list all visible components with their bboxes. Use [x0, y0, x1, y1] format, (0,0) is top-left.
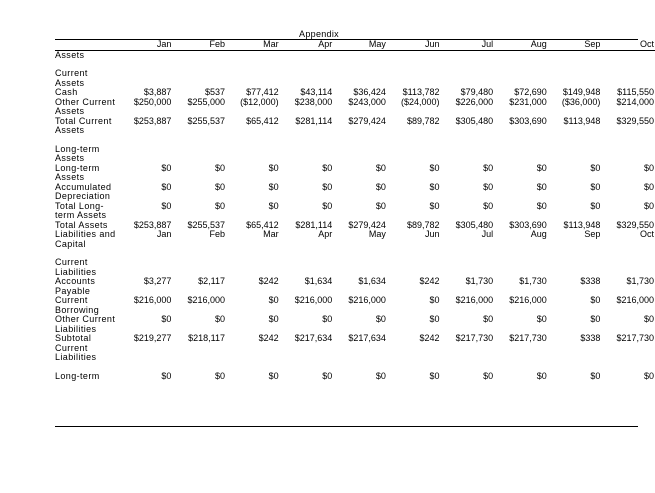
- empty-cell: [280, 50, 334, 60]
- table-row: [55, 98, 655, 117]
- longterm-asset-value: $0: [214, 200, 225, 211]
- empty-cell: [333, 69, 387, 88]
- longterm-asset-value: $0: [536, 162, 547, 173]
- liability-value: $338: [580, 333, 601, 343]
- longterm-asset-value: $0: [483, 200, 494, 211]
- longterm-asset-value: $0: [643, 181, 654, 192]
- liability-value: $218,117: [188, 333, 225, 343]
- liability-value: $0: [429, 314, 440, 324]
- spacer-cell: [55, 363, 655, 372]
- longterm-asset-value: $253,887: [133, 219, 172, 230]
- liability-value: $0: [483, 314, 494, 324]
- row-label: Subtotal Current Liabilities: [55, 333, 97, 362]
- longterm-liability-value: $0: [322, 370, 333, 381]
- empty-cell: [119, 50, 173, 60]
- asset-value: $255,537: [187, 115, 225, 126]
- empty-cell: [440, 258, 494, 277]
- longterm-asset-value: $0: [536, 181, 547, 192]
- current-assets-heading-row: [55, 69, 655, 88]
- liability-value: $0: [536, 314, 547, 324]
- longterm-asset-value: $0: [214, 181, 225, 192]
- month-header-apr: Apr: [280, 40, 334, 50]
- financial-table: [55, 40, 655, 381]
- assets-heading-row: [55, 50, 655, 60]
- month-header-mar: Mar: [263, 229, 279, 239]
- spacer-row: [55, 60, 655, 69]
- longterm-asset-value: $0: [375, 200, 386, 211]
- row-label: Cash: [55, 87, 78, 97]
- bottom-rule: [55, 426, 638, 427]
- longterm-asset-value: $0: [161, 181, 172, 192]
- month-header-jan: Jan: [119, 40, 173, 50]
- asset-value: $36,424: [353, 87, 386, 97]
- empty-cell: [548, 145, 602, 164]
- longterm-asset-value: $255,537: [187, 219, 225, 230]
- section-heading: Current Liabilities: [55, 257, 97, 277]
- longterm-asset-value: $0: [161, 162, 172, 173]
- asset-value: $253,887: [133, 115, 172, 126]
- longterm-asset-value: $0: [590, 200, 601, 211]
- month-header-feb: Feb: [172, 40, 226, 50]
- liability-value: $0: [643, 314, 654, 324]
- row-label: Long-term Assets: [55, 162, 100, 182]
- longterm-asset-value: $0: [483, 181, 494, 192]
- empty-cell: [172, 145, 226, 164]
- liability-value: $1,730: [626, 276, 654, 286]
- longterm-asset-value: $329,550: [616, 219, 654, 230]
- row-label: Long-term: [55, 370, 100, 381]
- liability-value: $216,000: [348, 295, 386, 305]
- liability-value: $217,730: [509, 333, 547, 343]
- liability-value: $242: [419, 276, 440, 286]
- longterm-asset-value: $0: [590, 181, 601, 192]
- asset-value: $113,948: [563, 115, 601, 126]
- spacer-cell: [55, 249, 655, 258]
- liability-value: $242: [419, 333, 440, 343]
- liabilities-header-row: [55, 230, 655, 249]
- empty-cell: [548, 69, 602, 88]
- month-header-may: May: [368, 229, 386, 239]
- longterm-asset-value: $0: [375, 162, 386, 173]
- spacer-row: [55, 363, 655, 372]
- table-row: [55, 315, 655, 334]
- empty-cell: [333, 258, 387, 277]
- row-label: Total Long-term Assets: [55, 200, 107, 220]
- longterm-liability-value: $0: [268, 370, 279, 381]
- empty-cell: [494, 145, 548, 164]
- liability-value: $0: [214, 314, 225, 324]
- table-row: [55, 296, 655, 315]
- month-header-aug: Aug: [530, 229, 547, 239]
- liability-value: $216,000: [294, 295, 333, 305]
- empty-cell: [226, 145, 280, 164]
- longterm-asset-value: $89,782: [406, 219, 440, 230]
- asset-value: $250,000: [133, 96, 172, 107]
- liability-value: $0: [161, 314, 172, 324]
- asset-value: $3,887: [143, 87, 172, 97]
- liabilities-heading: Liabilities and Capital: [55, 229, 116, 249]
- longterm-liability-value: $0: [375, 370, 386, 381]
- asset-value: ($36,000): [561, 96, 601, 107]
- longterm-asset-value: $0: [268, 200, 279, 211]
- month-header-oct: Oct: [601, 40, 655, 50]
- liability-value: $1,634: [358, 276, 386, 286]
- liability-value: $3,277: [143, 276, 172, 286]
- row-label: Total Current Assets: [55, 115, 112, 135]
- empty-cell: [601, 50, 655, 60]
- longterm-asset-value: $0: [590, 162, 601, 173]
- longterm-asset-value: $305,480: [455, 219, 494, 230]
- month-header-oct: Oct: [639, 229, 654, 239]
- empty-cell: [119, 258, 173, 277]
- month-header-may: May: [333, 40, 387, 50]
- longterm-asset-value: $0: [268, 181, 279, 192]
- row-label: Current Borrowing: [55, 295, 100, 315]
- longterm-asset-value: $0: [322, 200, 333, 211]
- asset-value: $238,000: [294, 96, 333, 107]
- empty-cell: [280, 258, 334, 277]
- asset-value: $226,000: [455, 96, 494, 107]
- empty-cell: [601, 258, 655, 277]
- longterm-liability-value: $0: [643, 370, 654, 381]
- liability-value: $1,634: [304, 276, 333, 286]
- empty-cell: [119, 69, 173, 88]
- asset-value: ($12,000): [240, 96, 279, 107]
- liability-value: $0: [268, 295, 279, 305]
- empty-cell: [494, 258, 548, 277]
- asset-value: $77,412: [246, 87, 279, 97]
- empty-cell: [333, 145, 387, 164]
- liability-value: $217,730: [616, 333, 654, 343]
- month-header-row: [55, 40, 655, 50]
- asset-value: $79,480: [460, 87, 494, 97]
- longterm-liability-value: $0: [483, 370, 494, 381]
- longterm-liability-value: $0: [590, 370, 601, 381]
- table-row: [55, 277, 655, 296]
- empty-cell: [494, 69, 548, 88]
- empty-cell: [172, 50, 226, 60]
- empty-cell: [387, 69, 441, 88]
- section-heading: Long-term Assets: [55, 143, 100, 163]
- row-label: Other Current Liabilities: [55, 314, 116, 334]
- empty-cell: [601, 69, 655, 88]
- spacer-cell: [55, 60, 655, 69]
- longterm-asset-value: $0: [429, 162, 440, 173]
- asset-value: $255,000: [187, 96, 225, 107]
- longterm-liability-value: $0: [429, 370, 440, 381]
- table-row: [55, 183, 655, 202]
- liability-value: $242: [258, 276, 279, 286]
- empty-cell: [548, 258, 602, 277]
- asset-value: $281,114: [295, 115, 333, 126]
- liability-value: $219,277: [133, 333, 172, 343]
- longterm-asset-value: $279,424: [348, 219, 386, 230]
- liability-value: $216,000: [133, 295, 172, 305]
- liability-value: $338: [580, 276, 601, 286]
- liability-value: $0: [429, 295, 440, 305]
- empty-cell: [280, 69, 334, 88]
- liability-value: $216,000: [616, 295, 654, 305]
- month-header-jun: Jun: [387, 40, 441, 50]
- longterm-asset-value: $0: [214, 162, 225, 173]
- asset-value: $305,480: [455, 115, 494, 126]
- empty-cell: [119, 145, 173, 164]
- empty-cell: [387, 145, 441, 164]
- asset-value: $214,000: [616, 96, 654, 107]
- longterm-asset-value: $0: [483, 162, 494, 173]
- spacer-row: [55, 136, 655, 145]
- longterm-liability-value: $0: [214, 370, 225, 381]
- liability-value: $0: [322, 314, 333, 324]
- longterm-liability-value: $0: [536, 370, 547, 381]
- empty-cell: [548, 50, 602, 60]
- current-liabilities-heading-row: [55, 258, 655, 277]
- empty-cell: [280, 145, 334, 164]
- liability-value: $217,730: [455, 333, 494, 343]
- empty-cell: [387, 258, 441, 277]
- month-header-mar: Mar: [226, 40, 280, 50]
- month-header-sep: Sep: [548, 40, 602, 50]
- empty-cell: [172, 69, 226, 88]
- month-header-jan: Jan: [156, 229, 172, 239]
- asset-value: $231,000: [509, 96, 547, 107]
- liability-value: $216,000: [187, 295, 225, 305]
- longterm-asset-value: $0: [322, 162, 333, 173]
- asset-value: $149,948: [562, 87, 601, 97]
- month-header-jul: Jul: [440, 40, 494, 50]
- header-blank: [55, 40, 119, 50]
- liability-value: $1,730: [519, 276, 547, 286]
- longterm-asset-value: $0: [643, 162, 654, 173]
- row-label: Accumulated Depreciation: [55, 181, 112, 201]
- longterm-asset-value: $281,114: [295, 219, 333, 230]
- longterm-asset-value: $0: [268, 162, 279, 173]
- asset-value: $279,424: [348, 115, 386, 126]
- longterm-assets-heading-row: [55, 145, 655, 164]
- asset-value: $243,000: [348, 96, 386, 107]
- table-row: [55, 221, 655, 231]
- spacer-cell: [55, 136, 655, 145]
- table-row: [55, 117, 655, 136]
- table-row: [55, 334, 655, 363]
- liability-value: $217,634: [348, 333, 386, 343]
- liability-value: $0: [268, 314, 279, 324]
- empty-cell: [226, 50, 280, 60]
- liability-value: $242: [258, 333, 279, 343]
- longterm-asset-value: $0: [161, 200, 172, 211]
- liability-value: $1,730: [465, 276, 494, 286]
- longterm-asset-value: $0: [375, 181, 386, 192]
- empty-cell: [172, 258, 226, 277]
- month-header-jul: Jul: [481, 229, 494, 239]
- table-row: [55, 164, 655, 183]
- row-label: Total Assets: [55, 219, 108, 230]
- empty-cell: [440, 145, 494, 164]
- month-header-apr: Apr: [318, 229, 333, 239]
- longterm-asset-value: $113,948: [563, 219, 601, 230]
- liability-value: $0: [375, 314, 386, 324]
- asset-value: $72,690: [514, 87, 547, 97]
- month-header-jun: Jun: [424, 229, 440, 239]
- month-header-sep: Sep: [584, 229, 601, 239]
- liability-value: $216,000: [509, 295, 547, 305]
- month-header-feb: Feb: [209, 229, 225, 239]
- empty-cell: [601, 145, 655, 164]
- spacer-row: [55, 249, 655, 258]
- liability-value: $217,634: [294, 333, 333, 343]
- empty-cell: [387, 50, 441, 60]
- liability-value: $216,000: [455, 295, 494, 305]
- section-heading: Current Assets: [55, 68, 88, 88]
- longterm-asset-value: $303,690: [509, 219, 547, 230]
- empty-cell: [333, 50, 387, 60]
- table-row: [55, 372, 655, 382]
- empty-cell: [226, 258, 280, 277]
- asset-value: ($24,000): [400, 96, 440, 107]
- liability-value: $0: [590, 295, 601, 305]
- longterm-asset-value: $65,412: [246, 219, 279, 230]
- asset-value: $89,782: [406, 115, 440, 126]
- section-heading: Assets: [55, 49, 85, 60]
- asset-value: $537: [204, 87, 225, 97]
- empty-cell: [440, 50, 494, 60]
- empty-cell: [440, 69, 494, 88]
- empty-cell: [226, 69, 280, 88]
- page-title: Appendix: [299, 29, 339, 39]
- row-label: Accounts Payable: [55, 276, 96, 296]
- row-label: Other Current Assets: [55, 96, 116, 116]
- asset-value: $65,412: [246, 115, 279, 126]
- asset-value: $43,114: [300, 87, 333, 97]
- empty-cell: [494, 50, 548, 60]
- liability-value: $0: [590, 314, 601, 324]
- month-header-aug: Aug: [494, 40, 548, 50]
- longterm-asset-value: $0: [643, 200, 654, 211]
- longterm-asset-value: $0: [536, 200, 547, 211]
- asset-value: $115,550: [617, 87, 654, 97]
- longterm-asset-value: $0: [429, 181, 440, 192]
- table-row: [55, 202, 655, 221]
- asset-value: $113,782: [402, 87, 440, 97]
- longterm-asset-value: $0: [429, 200, 440, 211]
- liability-value: $2,117: [198, 276, 225, 286]
- asset-value: $329,550: [616, 115, 654, 126]
- longterm-asset-value: $0: [322, 181, 333, 192]
- longterm-liability-value: $0: [161, 370, 172, 381]
- asset-value: $303,690: [509, 115, 547, 126]
